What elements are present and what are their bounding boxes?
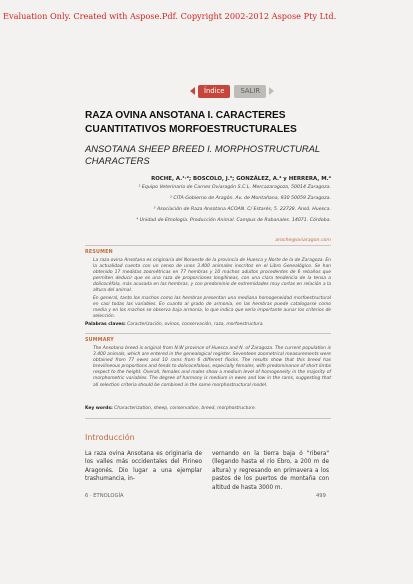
divider (85, 333, 331, 334)
intro-column-1: La raza ovina Ansotana es originaria de los valles más occidentales del Pirineo Aragonés. Dio lugar a una ejemplar trashumancia, in- (85, 451, 202, 483)
affiliation-2: ² CITA-Gobierno de Aragón. Av. de Montañana, 930 50059 Zaragoza. (170, 196, 331, 201)
affiliation-3: ³ Asociación de Raza Ansotana ACOAN. C/ Estarés, 5. 22728. Ansó. Huesca. (153, 207, 331, 212)
contact-email-link[interactable]: aroche@oviaragon.com (275, 238, 331, 243)
divider (85, 245, 331, 246)
chevron-right-icon[interactable] (269, 87, 274, 95)
resumen-paragraph-2: En general, tanto los machos como las hembras presentan una mediana homogeneidad morfoestructural en casi todas las variables. En cuanto al grado de armonía, en las hembras puede catalogarse como media y en los machos se observa baja armonía, lo que indica que sería importante aunar los criterios de selección. (93, 296, 331, 320)
keywords-text: Caracterización, ovinos, conservación, raza, morfoestructura. (127, 322, 264, 327)
nav-bar (190, 84, 274, 98)
resumen-heading: RESUMEN (85, 250, 113, 255)
keywords-text: Characterization, sheep, conservation, breed, morphostructure. (114, 406, 256, 411)
divider (85, 418, 331, 419)
chevron-left-icon[interactable] (190, 87, 195, 95)
affiliation-1: ¹ Equipo Veterinario de Carnes Oviaragón S.C.L. Mercazaragoza, 50014 Zaragoza. (138, 185, 331, 190)
summary-keywords (85, 406, 331, 412)
resumen-paragraph-1: La raza ovina Ansotana es originaria del Noroeste de la provincia de Huesca y Norte de la de Zaragoza. En la actualidad cuenta con un censo de unos 3.400 animales inscritos en el Libro Genealógico. Se han obtenido 17 medidas zoométricas en 77 hembras y 10 machos adultos procedentes de 6 rebaños que permiten deducir que es una raza de proporciones longilíneas, con una clara tendencia de la tensa a dolicocéfala, más acusada en las hembras, y con predominio de extremidades muy cortas en relación a la altura del animal. (93, 258, 331, 294)
intro-heading: Introducción (85, 433, 135, 442)
watermark: Evaluation Only. Created with Aspose.Pdf. Copyright 2002-2012 Aspose Pty Ltd. (3, 11, 337, 21)
footer-section: 6 · ETNOLOGÍA (85, 493, 124, 499)
index-button[interactable]: Índice (198, 85, 230, 98)
resumen-keywords (85, 322, 331, 328)
page-number: 499 (316, 493, 326, 499)
authors: ROCHE, A.¹·²; BOSCOLO, J.³; GONZÁLEZ, A.⁴ y HERRERA, M.⁴ (151, 176, 331, 182)
keywords-label: Palabras claves: (85, 322, 126, 327)
exit-button[interactable]: SALIR (234, 85, 266, 98)
article-title-line1: RAZA OVINA ANSOTANA I. CARACTERES (85, 110, 286, 121)
summary-heading: SUMMARY (85, 338, 114, 343)
article-title-english: ANSOTANA SHEEP BREED I. MORPHOSTRUCTURAL CHARACTERS (85, 143, 320, 166)
affiliation-4: ⁴ Unidad de Etnología. Producción Animal. Campus de Rabanales. 14071. Córdoba. (136, 218, 331, 223)
keywords-label: Key words: (85, 406, 113, 411)
summary-paragraph: The Ansotana breed is original from N.W province of Huesca and N. of Zaragoza. The current population is 3.400 animals, which are entered in the genealogical register. Seventeen zoometrical measurements were obtained from 77 ewes and 10 rams from 6 different flocks. The results show that this breed has brevilineous proportions and tends to dolicocefalous, especially females, with predominance of short limbs respect to the height. Overall, females and males show a medium level of homogeneity in the majority of morphometric variables. The degree of harmony is medium in ewes and low in the rams, suggesting that all selection criteria should be combined in the same morphostructural model. (93, 346, 331, 388)
intro-column-2: vernando en la tierra baja ó "ribera" (llegando hasta el río Ebro, a 200 m de altura) y regresando en primavera a los pastos de los puertos de montaña con altitud de hasta 3000 m. (212, 451, 329, 491)
article-title-line2: CUANTITATIVOS MORFOESTRUCTURALES (85, 124, 297, 135)
